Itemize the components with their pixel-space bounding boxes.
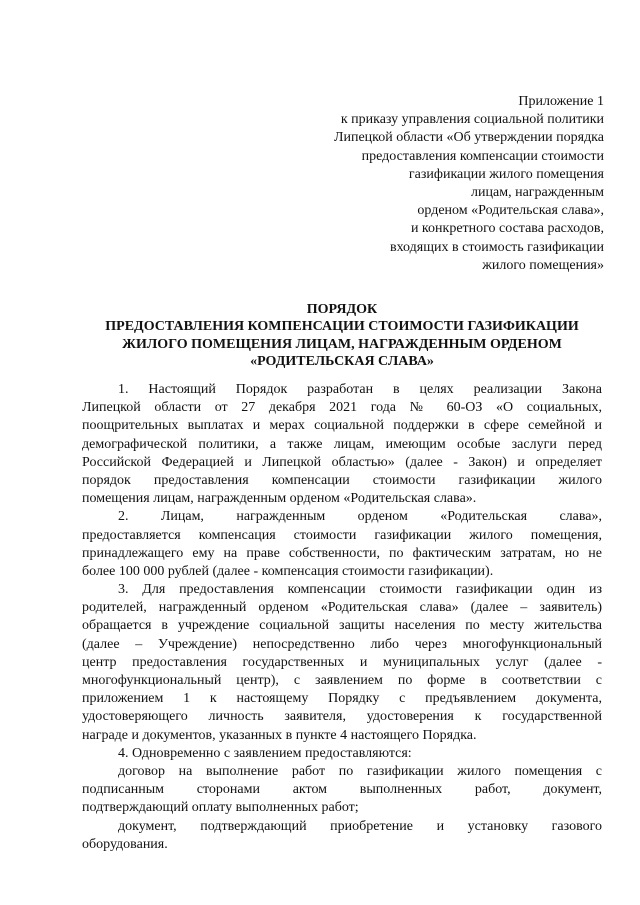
paragraph-2: [82, 508, 602, 581]
body-line: обращается в учреждение социальной защиты населения по месту жительства: [82, 618, 602, 634]
appendix-line: жилого помещения»: [482, 257, 604, 273]
body-line: принадлежащего ему на праве собственности, по фактическим затратам, но не: [82, 545, 602, 561]
body-line: поощрительных выплатах и мерах социальной поддержки в сфере семейной и: [82, 418, 602, 434]
appendix-line: и конкретного состава расходов,: [410, 221, 604, 237]
document-body: [82, 381, 602, 854]
document-title: [82, 301, 602, 370]
paragraph-5: [82, 763, 602, 818]
paragraph-4: [82, 745, 602, 763]
appendix-line: лицам, награжденным: [471, 185, 604, 201]
body-line: более 100 000 рублей (далее - компенсация стоимости газификации).: [82, 563, 494, 579]
body-line: многофункциональный центр), с заявлением по форме в соответствии с: [82, 673, 602, 688]
appendix-line: газификации жилого помещения: [408, 166, 604, 182]
appendix-line: входящих в стоимость газификации: [389, 239, 604, 255]
paragraph-1: [82, 381, 602, 508]
title-line: «РОДИТЕЛЬСКАЯ СЛАВА»: [250, 353, 434, 369]
paragraph-6: [82, 818, 602, 854]
appendix-line: к приказу управления социальной политики: [340, 112, 604, 128]
title-line: ЖИЛОГО ПОМЕЩЕНИЯ ЛИЦАМ, НАГРАЖДЕННЫМ ОРДЕНОМ: [122, 336, 562, 352]
body-line: демографической политики, а также лицам, имеющим особые заслуги перед: [82, 436, 602, 452]
body-line: 3. Для предоставления компенсации стоимости газификации один из: [118, 582, 602, 598]
appendix-line: Приложение 1: [518, 94, 604, 109]
body-line: Российской Федерацией и Липецкой областью» (далее - Закон) и определяет: [82, 454, 602, 470]
body-line: предоставляется компенсация стоимости газификации жилого помещения,: [82, 527, 602, 543]
body-line: Липецкой области от 27 декабря 2021 года № 60-ОЗ «О социальных,: [82, 400, 602, 416]
body-line: договор на выполнение работ по газификации жилого помещения с: [118, 763, 602, 779]
body-line: центр предоставления государственных и муниципальных услуг (далее -: [82, 654, 602, 670]
body-line: родителей, награжденный орденом «Родительская слава» (далее – заявитель): [82, 600, 602, 616]
appendix-line: Липецкой области «Об утверждении порядка: [333, 130, 604, 146]
appendix-header: [284, 93, 604, 275]
body-line: 1. Настоящий Порядок разработан в целях реализации Закона: [118, 382, 602, 397]
title-line: ПОРЯДОК: [306, 302, 378, 317]
appendix-line: предоставления компенсации стоимости: [361, 148, 604, 164]
body-line: документ, подтверждающий приобретение и установку газового: [118, 818, 602, 834]
body-line: подтверждающий оплату выполненных работ;: [82, 800, 359, 816]
body-line: приложением 1 к настоящему Порядку с предъявлением документа,: [82, 691, 602, 707]
body-line: порядок предоставления компенсации стоимости газификации жилого: [82, 472, 602, 488]
title-line: ПРЕДОСТАВЛЕНИЯ КОМПЕНСАЦИИ СТОИМОСТИ ГАЗИФИКАЦИИ: [105, 319, 579, 335]
body-line: подписанным сторонами актом выполненных работ, документ,: [82, 782, 602, 798]
body-line: оборудования.: [82, 836, 168, 852]
body-line: 2. Лицам, награжденным орденом «Родительская слава»,: [118, 509, 602, 525]
body-line: удостоверяющего личность заявителя, удостоверения к государственной: [82, 709, 602, 725]
body-line: помещения лицам, награжденным орденом «Родительская слава».: [82, 491, 477, 507]
body-line: награде и документов, указанных в пункте 4 настоящего Порядка.: [82, 727, 477, 743]
body-line: 4. Одновременно с заявлением предоставляются:: [118, 745, 412, 761]
body-line: (далее – Учреждение) непосредственно либо через многофункциональный: [82, 636, 602, 652]
paragraph-3: [82, 581, 602, 745]
appendix-line: орденом «Родительская слава»,: [417, 203, 604, 219]
